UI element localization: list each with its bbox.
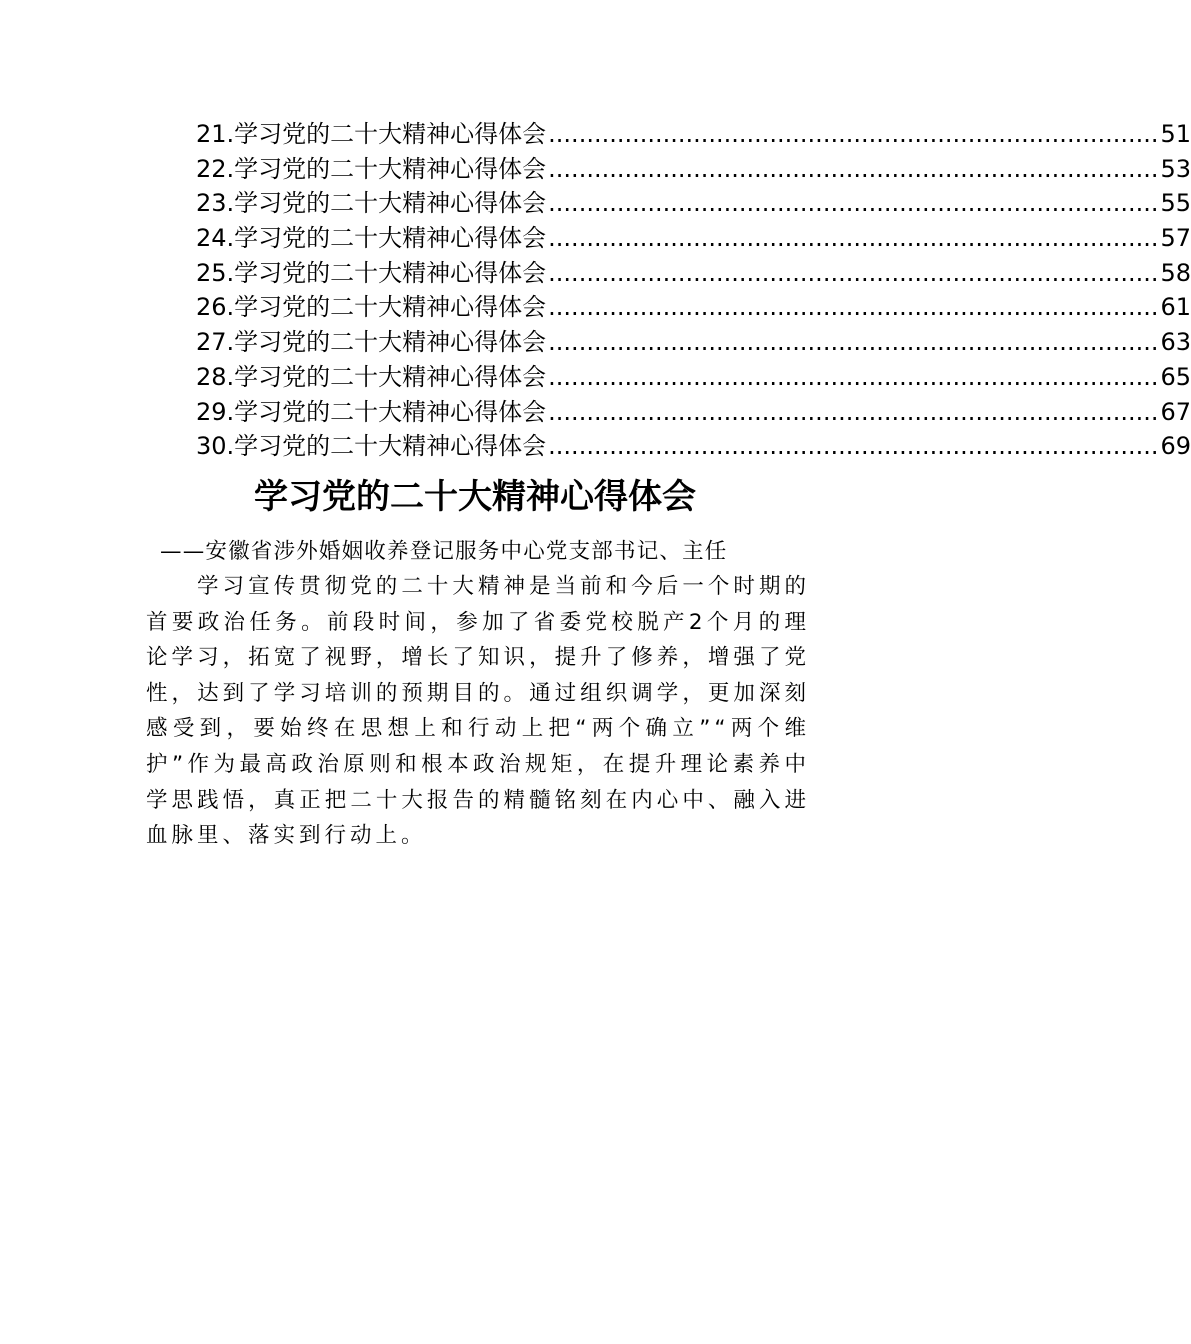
toc-entry-number: 30. — [196, 432, 235, 461]
toc-leader-dots: ................................................................................ — [548, 432, 1159, 461]
toc-entry-number: 29. — [196, 397, 235, 426]
toc-entry[interactable] — [196, 325, 1191, 360]
toc-leader-dots: ................................................................................ — [548, 154, 1159, 183]
toc-entry[interactable] — [196, 152, 1191, 187]
article-byline: ——安徽省涉外婚姻收养登记服务中心党支部书记、主任 — [160, 539, 728, 564]
toc-entry-title: 学习党的二十大精神心得体会 — [234, 120, 547, 148]
article-paragraph: 学习宣传贯彻党的二十大精神是当前和今后一个时期的首要政治任务。前段时间，参加了省委党校脱产2个月的理论学习，拓宽了视野，增长了知识，提升了修养，增强了党性，达到了学习培训的预期目的。通过组织调学，更加深刻感受到，要始终在思想上和行动上把“两个确立”“两个维护”作为最高政治原则和根本政治规矩，在提升理论素养中学思践悟，真正把二十大报告的精髓铭刻在内心中、融入进血脉里、落实到行动上。 — [146, 574, 810, 849]
toc-entry-title: 学习党的二十大精神心得体会 — [234, 328, 547, 357]
toc-leader-dots: ................................................................................ — [548, 328, 1159, 357]
toc-entry-number: 21. — [196, 120, 235, 148]
toc-entry-title: 学习党的二十大精神心得体会 — [234, 293, 547, 322]
toc-entry-page: 53 — [1160, 154, 1191, 183]
toc-entry-page: 58 — [1160, 258, 1191, 287]
toc-entry-number: 23. — [196, 189, 235, 218]
toc-entry[interactable] — [196, 360, 1191, 395]
toc-entry-title: 学习党的二十大精神心得体会 — [234, 154, 547, 183]
toc-entry[interactable] — [196, 429, 1191, 464]
toc-leader-dots: ................................................................................ — [548, 362, 1159, 391]
toc-entry-title: 学习党的二十大精神心得体会 — [234, 432, 547, 461]
toc-entry-page: 63 — [1160, 328, 1191, 357]
toc-leader-dots: ................................................................................ — [548, 224, 1159, 253]
toc-entry-page: 61 — [1160, 293, 1191, 322]
toc-entry[interactable] — [196, 290, 1191, 325]
toc-entry-title: 学习党的二十大精神心得体会 — [234, 258, 547, 287]
toc-entry[interactable] — [196, 256, 1191, 291]
table-of-contents — [196, 117, 1191, 464]
toc-entry[interactable] — [196, 395, 1191, 430]
toc-entry-title: 学习党的二十大精神心得体会 — [234, 362, 547, 391]
toc-entry-page: 65 — [1160, 362, 1191, 391]
toc-entry-number: 25. — [196, 258, 235, 287]
toc-entry-page: 69 — [1160, 432, 1191, 461]
toc-entry[interactable] — [196, 221, 1191, 256]
toc-entry-number: 24. — [196, 224, 235, 253]
toc-entry-title: 学习党的二十大精神心得体会 — [234, 397, 547, 426]
toc-entry-title: 学习党的二十大精神心得体会 — [234, 224, 547, 253]
toc-leader-dots: ................................................................................ — [548, 397, 1159, 426]
toc-entry[interactable] — [196, 117, 1191, 152]
toc-leader-dots: ................................................................................ — [548, 189, 1159, 218]
toc-entry-number: 27. — [196, 328, 235, 357]
toc-entry-number: 28. — [196, 362, 235, 391]
toc-entry-page: 55 — [1160, 189, 1191, 218]
toc-entry[interactable] — [196, 186, 1191, 221]
toc-entry-page: 57 — [1160, 224, 1191, 253]
toc-leader-dots: ................................................................................ — [548, 120, 1159, 148]
toc-entry-number: 22. — [196, 154, 235, 183]
toc-leader-dots: ................................................................................ — [548, 258, 1159, 287]
toc-entry-page: 51 — [1160, 120, 1191, 148]
toc-entry-page: 67 — [1160, 397, 1191, 426]
toc-leader-dots: ................................................................................ — [548, 293, 1159, 322]
article-title: 学习党的二十大精神心得体会 — [254, 477, 696, 517]
toc-entry-number: 26. — [196, 293, 235, 322]
toc-entry-title: 学习党的二十大精神心得体会 — [234, 189, 547, 218]
